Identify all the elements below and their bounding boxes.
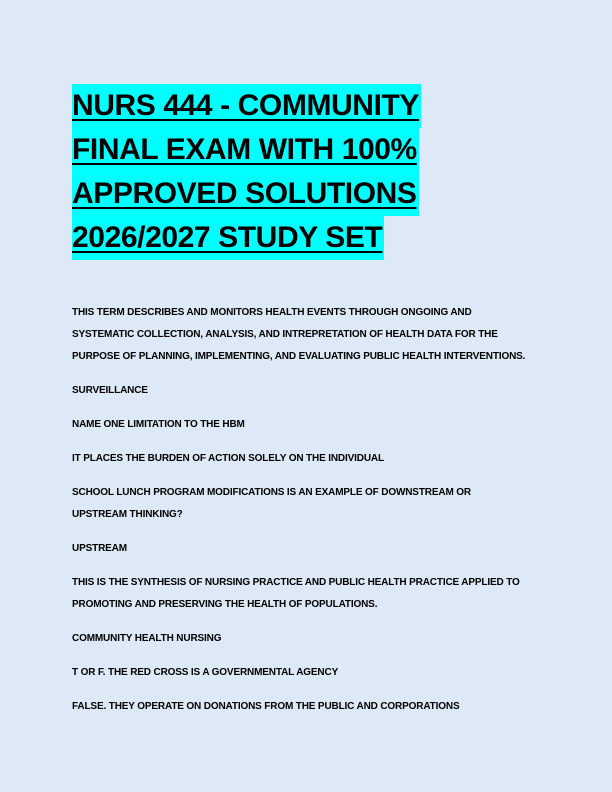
text-line: UPSTREAM THINKING?	[72, 509, 183, 520]
text-line: SURVEILLANCE	[72, 385, 148, 396]
question-text	[72, 302, 552, 368]
question-text	[72, 414, 552, 436]
question-text	[72, 572, 552, 616]
document-header	[72, 84, 552, 260]
question-text	[72, 482, 552, 526]
answer-text	[72, 628, 552, 650]
answer-text	[72, 538, 552, 560]
text-line: THIS TERM DESCRIBES AND MONITORS HEALTH EVENTS THROUGH ONGOING AND	[72, 307, 472, 318]
text-line: UPSTREAM	[72, 543, 127, 554]
question-answer-list	[72, 302, 552, 730]
text-line: COMMUNITY HEALTH NURSING	[72, 633, 222, 644]
text-line: T OR F. THE RED CROSS IS A GOVERNMENTAL AGENCY	[72, 667, 339, 678]
document-title	[72, 84, 552, 260]
question-text	[72, 662, 552, 684]
answer-text	[72, 696, 552, 718]
text-line: SCHOOL LUNCH PROGRAM MODIFICATIONS IS AN EXAMPLE OF DOWNSTREAM OR	[72, 487, 471, 498]
title-line: APPROVED SOLUTIONS	[72, 172, 419, 216]
text-line: IT PLACES THE BURDEN OF ACTION SOLELY ON THE INDIVIDUAL	[72, 453, 384, 464]
text-line: THIS IS THE SYNTHESIS OF NURSING PRACTICE AND PUBLIC HEALTH PRACTICE APPLIED TO	[72, 577, 520, 588]
text-line: SYSTEMATIC COLLECTION, ANALYSIS, AND INTREPRETATION OF HEALTH DATA FOR THE	[72, 329, 498, 340]
title-line: 2026/2027 STUDY SET	[72, 216, 384, 260]
title-line: FINAL EXAM WITH 100%	[72, 128, 419, 172]
text-line: PURPOSE OF PLANNING, IMPLEMENTING, AND EVALUATING PUBLIC HEALTH INTERVENTIONS.	[72, 351, 526, 362]
answer-text	[72, 448, 552, 470]
text-line: PROMOTING AND PRESERVING THE HEALTH OF POPULATIONS.	[72, 599, 378, 610]
title-line: NURS 444 - COMMUNITY	[72, 84, 421, 128]
text-line: FALSE. THEY OPERATE ON DONATIONS FROM THE PUBLIC AND CORPORATIONS	[72, 701, 460, 712]
answer-text	[72, 380, 552, 402]
text-line: NAME ONE LIMITATION TO THE HBM	[72, 419, 245, 430]
